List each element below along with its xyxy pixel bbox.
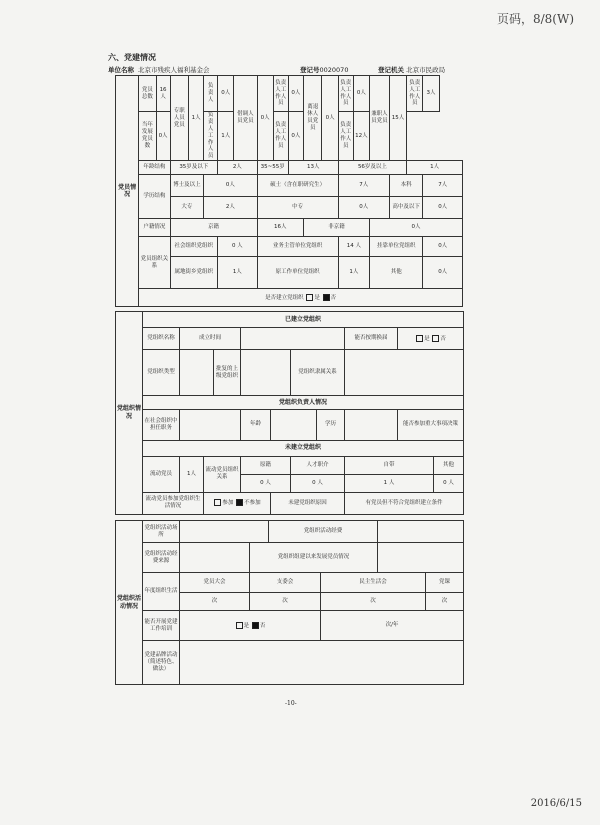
cell: 0 人: [241, 474, 291, 492]
no-checkbox[interactable]: [432, 335, 439, 342]
cell: 能否按期换届: [345, 328, 398, 350]
cell: 批复的上级党组织: [214, 350, 241, 396]
cell: 0人: [257, 76, 273, 161]
cell: 1人: [189, 76, 204, 161]
cell: [378, 521, 464, 543]
cell: 0人: [204, 175, 257, 197]
cell: 专职人员党员: [170, 76, 189, 161]
cell: 次: [180, 593, 250, 611]
cell: 流动党员组织关系: [204, 456, 241, 492]
cell: [180, 521, 269, 543]
cell: 0人: [423, 257, 463, 289]
cell: 党组织活动场所: [143, 521, 180, 543]
reg-org-value: 北京市民政局: [406, 66, 446, 74]
cell: 离退休人员党员: [303, 76, 322, 161]
cell: 学历: [317, 410, 345, 441]
cell: [180, 611, 321, 641]
cell: 中专: [257, 197, 338, 219]
cell: [180, 641, 464, 685]
cell: [241, 328, 345, 350]
cell: 党组织组建以来发展党员情况: [250, 543, 378, 573]
no-label: 否: [440, 335, 446, 342]
cell: 负责人工作人员: [273, 112, 288, 161]
registration-authority: [378, 65, 445, 74]
cell: 党员组织关系: [139, 237, 170, 289]
party-activity-side-label: 党组织活动情况: [116, 521, 143, 685]
cell: 次: [321, 593, 426, 611]
yes-checkbox[interactable]: [416, 335, 423, 342]
cell: 流动党员: [143, 456, 180, 492]
cell: 博士及以上: [170, 175, 204, 197]
cell: 京籍: [170, 219, 257, 237]
no-checkbox[interactable]: [252, 622, 259, 629]
cell: 56岁及以上: [338, 161, 406, 175]
yes-label: 是: [314, 294, 320, 301]
no-label: 否: [259, 622, 266, 629]
cell: 负责人工作人员: [204, 112, 218, 161]
cell: 0人: [218, 76, 234, 112]
join-yes-label: 参加: [222, 500, 234, 507]
cell: 2人: [204, 197, 257, 219]
cell: 非京籍: [303, 219, 369, 237]
cell: 13人: [288, 161, 338, 175]
cell: 负责人: [204, 76, 218, 112]
cell: 0人: [370, 219, 463, 237]
yes-label: 是: [424, 335, 430, 342]
cell: 年度组织生活: [143, 573, 180, 611]
cell: 属地街乡党组织: [170, 257, 218, 289]
cell: 民主生活会: [321, 573, 426, 593]
no-label: 否: [330, 294, 337, 301]
cell: 1人: [407, 161, 463, 175]
cell: 户籍情况: [139, 219, 170, 237]
cell: [180, 543, 250, 573]
cell: 其他: [370, 257, 423, 289]
cell: 党组织活动经费: [269, 521, 378, 543]
reg-org-label: 登记机关: [378, 66, 404, 74]
cell: 次: [250, 593, 321, 611]
cell: 0人: [353, 76, 369, 112]
cell: [180, 410, 241, 441]
cell: 借调人员党员: [234, 76, 257, 161]
cell: 党课: [426, 573, 464, 593]
party-activity-table: [115, 520, 464, 685]
established-label: 是否建立党组织: [265, 294, 304, 301]
cell: 16人: [156, 76, 170, 112]
reg-no-value: 0020070: [319, 66, 349, 74]
cell: 当年发展党员数: [139, 112, 156, 161]
cell: 人才职介: [291, 456, 345, 474]
cell: 次/年: [321, 611, 464, 641]
cell: 3人: [423, 76, 439, 112]
cell: 负责人工作人员: [338, 112, 353, 161]
cell: 35~55岁: [257, 161, 288, 175]
cell: 未建党组织原因: [271, 492, 345, 514]
party-member-table: [115, 75, 463, 307]
unit-label: 单位名称: [108, 66, 134, 74]
cell: 7人: [423, 175, 463, 197]
party-org-side-label: 党组织情况: [116, 312, 143, 515]
cell: 党组织名称: [143, 328, 180, 350]
cell: 其他: [434, 456, 464, 474]
cell: 能否开展党建工作培训: [143, 611, 180, 641]
cell: 能否参加重大事项决策: [398, 410, 464, 441]
cell: 大专: [170, 197, 204, 219]
cell: 原籍: [241, 456, 291, 474]
cell: 党员大会: [180, 573, 250, 593]
yes-label: 是: [243, 622, 250, 629]
cell: 15人: [389, 76, 406, 161]
cell: [398, 328, 464, 350]
unbuilt-header: 未建立党组织: [143, 440, 464, 456]
cell: 0人: [338, 197, 389, 219]
footer-page-number: -10-: [285, 700, 297, 707]
cell: 党员总数: [139, 76, 156, 112]
cell: 1 人: [345, 474, 434, 492]
cell: 兼职人员党员: [370, 76, 390, 161]
page-number: 页码，8/8(W): [496, 12, 574, 26]
cell: 自带: [345, 456, 434, 474]
cell: 年龄: [241, 410, 271, 441]
cell: 0 人: [434, 474, 464, 492]
cell: 业务主管单位党组织: [257, 237, 338, 257]
registration-number: [300, 65, 348, 74]
cell: 党建品牌活动（简述特色、做法）: [143, 641, 180, 685]
built-header: 已建立党组织: [143, 312, 464, 328]
cell: [204, 492, 271, 514]
cell: 2人: [218, 161, 257, 175]
cell: 0人: [288, 76, 303, 112]
cell: 成立时间: [180, 328, 241, 350]
join-yes-checkbox[interactable]: [214, 499, 221, 506]
cell: 原工作单位党组织: [257, 257, 338, 289]
cell: 党组织类型: [143, 350, 180, 396]
cell: 在社会组织中担任职务: [143, 410, 180, 441]
yes-checkbox[interactable]: [306, 294, 313, 301]
yes-checkbox[interactable]: [236, 622, 243, 629]
cell: 12人: [353, 112, 369, 161]
reg-no-label: 登记号: [300, 66, 320, 74]
cell: 0人: [156, 112, 170, 161]
cell: 次: [426, 593, 464, 611]
cell: 35岁及以下: [170, 161, 218, 175]
cell: 16人: [257, 219, 303, 237]
print-date: 2016/6/15: [530, 798, 582, 809]
cell: [378, 543, 464, 573]
cell: [241, 350, 291, 396]
cell: 0 人: [218, 237, 257, 257]
cell: 0人: [288, 112, 303, 161]
cell: 1人: [218, 112, 234, 161]
no-checkbox[interactable]: [323, 294, 330, 301]
cell: 1人: [180, 456, 204, 492]
cell: [345, 410, 398, 441]
party-org-table: [115, 311, 464, 515]
cell: 挂靠单位党组织: [370, 237, 423, 257]
cell: 党组织隶属关系: [291, 350, 345, 396]
cell: 0人: [322, 76, 338, 161]
party-member-side-label: 党员情况: [116, 76, 139, 307]
unit-value: 北京市残疾人福利基金会: [138, 66, 210, 74]
join-no-checkbox[interactable]: [236, 499, 243, 506]
cell: 支委会: [250, 573, 321, 593]
cell: 1人: [218, 257, 257, 289]
cell: 本科: [389, 175, 423, 197]
section-title: 六、党建情况: [108, 53, 156, 62]
cell: 0人: [423, 237, 463, 257]
cell: 0 人: [291, 474, 345, 492]
leader-header: 党组织负责人情况: [143, 396, 464, 410]
cell: 负责人工作人员: [273, 76, 288, 112]
cell: 党组织活动经费来源: [143, 543, 180, 573]
cell: [180, 350, 214, 396]
cell: 学历结构: [139, 175, 170, 219]
cell: 有党员但不符合党组织建立条件: [345, 492, 464, 514]
cell: 1人: [338, 257, 369, 289]
cell: 社会组织党组织: [170, 237, 218, 257]
cell: [345, 350, 464, 396]
cell: [271, 410, 317, 441]
cell: 负责人工作人员: [407, 76, 423, 112]
cell: 0人: [423, 197, 463, 219]
cell: 14 人: [338, 237, 369, 257]
cell: 负责人工作人员: [338, 76, 353, 112]
cell: 7人: [338, 175, 389, 197]
join-no-label: 不参加: [244, 500, 261, 507]
party-established-row: [139, 289, 463, 307]
cell: 高中及以下: [389, 197, 423, 219]
cell: 硕士（含在职研究生）: [257, 175, 338, 197]
cell: 流动党员参加党组织生活情况: [143, 492, 204, 514]
cell: 年龄结构: [139, 161, 170, 175]
